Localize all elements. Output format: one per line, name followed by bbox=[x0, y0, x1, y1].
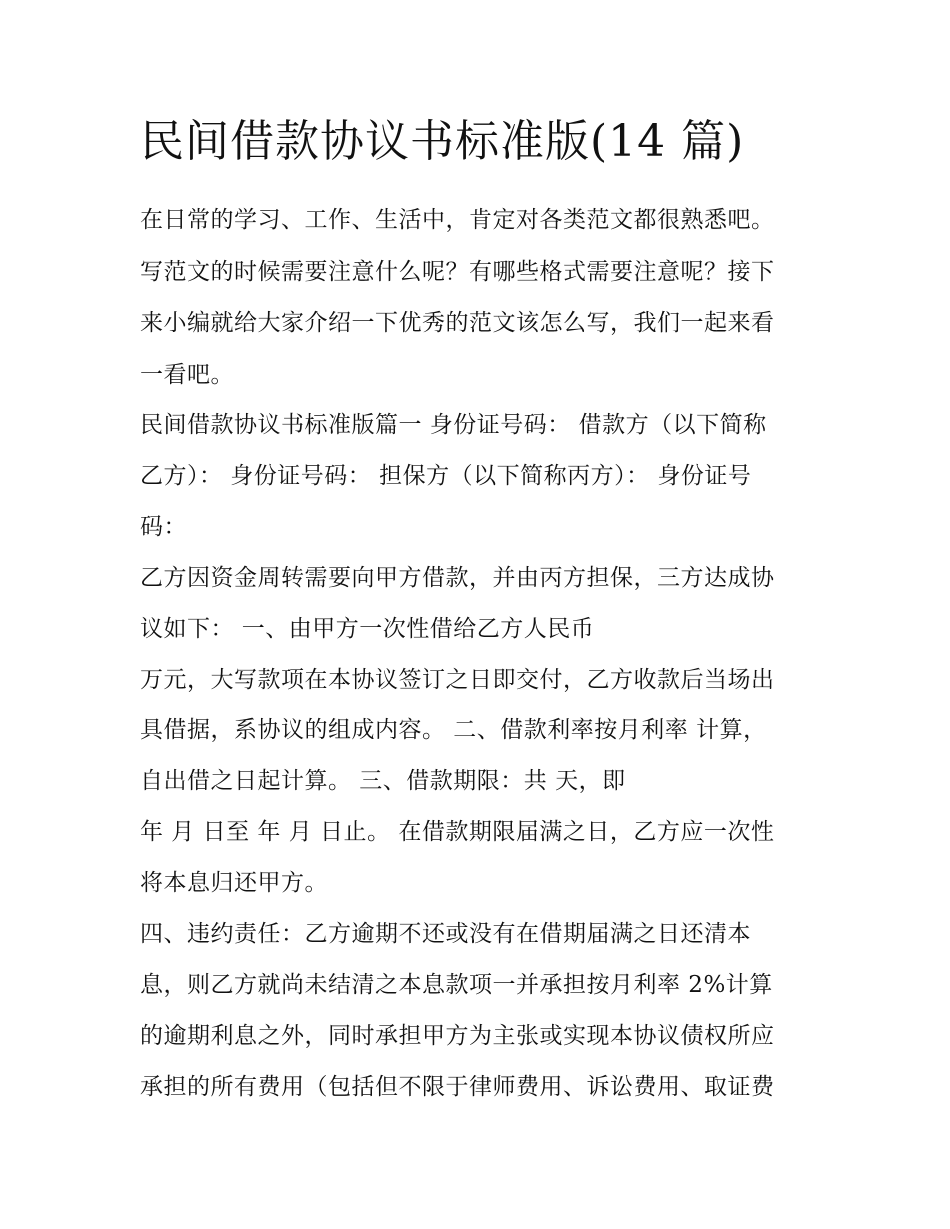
paragraph-line: 年 月 日至 年 月 日止。 在借款期限届满之日，乙方应一次性 bbox=[140, 819, 775, 845]
paragraph-line: 写范文的时候需要注意什么呢？有哪些格式需要注意呢？接下 bbox=[140, 259, 775, 285]
document-title: 民间借款协议书标准版(14 篇) bbox=[140, 116, 745, 167]
paragraph-line: 四、违约责任：乙方逾期不还或没有在借期届满之日还清本 bbox=[140, 921, 751, 947]
paragraph-line: 码： bbox=[140, 514, 187, 540]
paragraph-line: 具借据，系协议的组成内容。 二、借款利率按月利率 计算， bbox=[140, 717, 767, 743]
paragraph-line: 息，则乙方就尚未结清之本息款项一并承担按月利率 2%计算 bbox=[140, 972, 773, 998]
paragraph-line: 万元，大写款项在本协议签订之日即交付，乙方收款后当场出 bbox=[140, 667, 775, 693]
paragraph-line: 的逾期利息之外，同时承担甲方为主张或实现本协议债权所应 bbox=[140, 1023, 775, 1049]
paragraph-line: 一看吧。 bbox=[140, 362, 234, 388]
paragraph-line: 乙方）： 身份证号码： 担保方（以下简称丙方）： 身份证号 bbox=[140, 463, 752, 489]
paragraph-line: 自出借之日起计算。 三、借款期限：共 天，即 bbox=[140, 768, 626, 794]
paragraph-line: 在日常的学习、工作、生活中，肯定对各类范文都很熟悉吧。 bbox=[140, 207, 775, 233]
paragraph-line: 承担的所有费用（包括但不限于律师费用、诉讼费用、取证费 bbox=[140, 1074, 775, 1100]
paragraph-line: 民间借款协议书标准版篇一 身份证号码： 借款方（以下简称 bbox=[140, 412, 767, 438]
paragraph-line: 将本息归还甲方。 bbox=[140, 870, 328, 896]
paragraph-line: 来小编就给大家介绍一下优秀的范文该怎么写，我们一起来看 bbox=[140, 310, 775, 336]
paragraph-line: 乙方因资金周转需要向甲方借款，并由丙方担保，三方达成协 bbox=[140, 565, 775, 591]
paragraph-line: 议如下： 一、由甲方一次性借给乙方人民币 bbox=[140, 616, 595, 642]
